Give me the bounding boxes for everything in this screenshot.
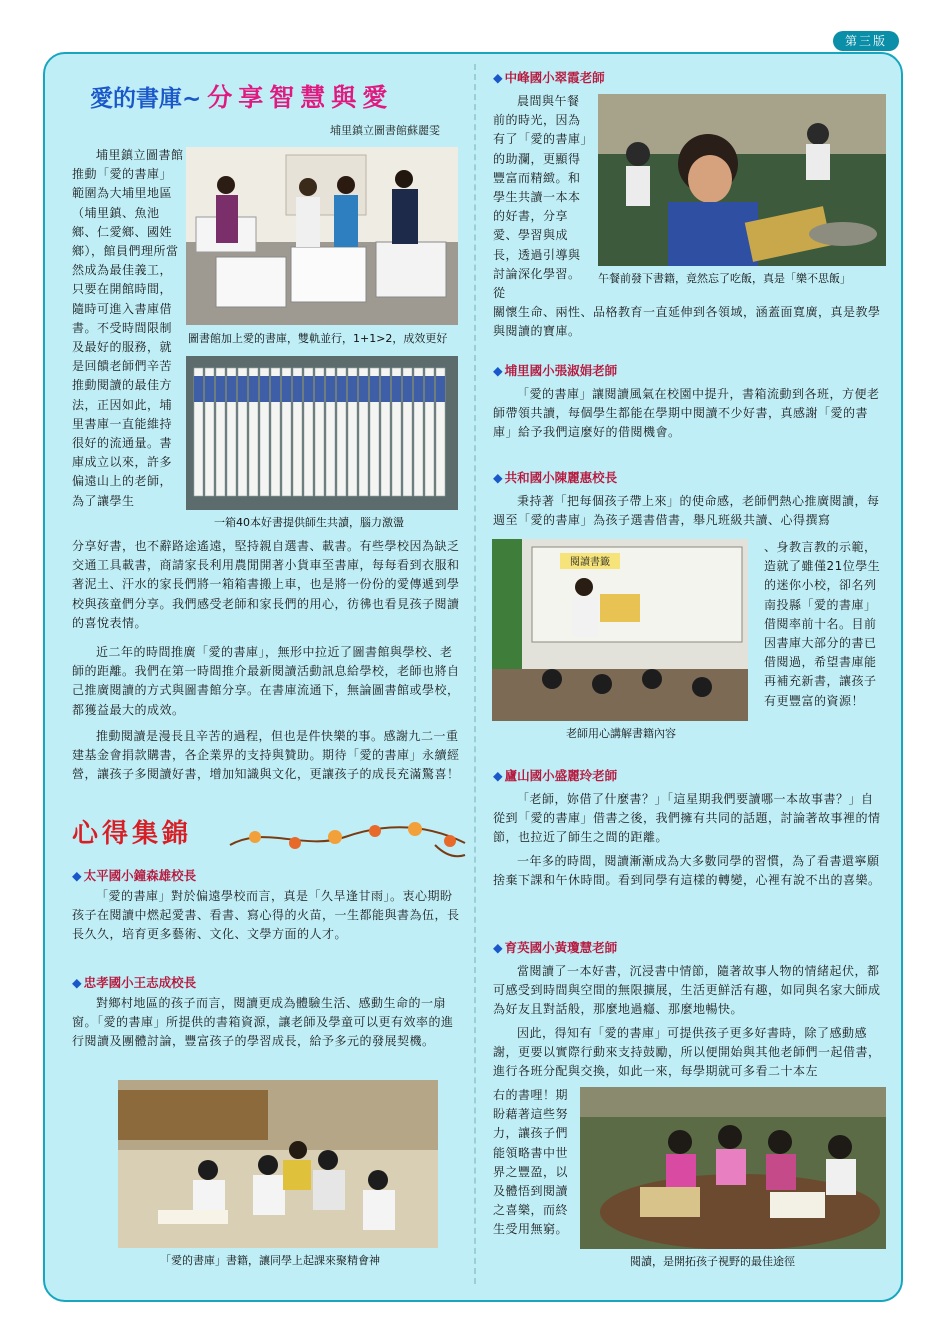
article-paragraph-2: 近二年的時間推廣「愛的書庫」，無形中拉近了圖書館與學校、老師的距離。我們在第一時間推介最新閱讀活動訊息給學校，老師也將自己推廣閱讀的方式與圖書館分享。在書庫流通下，無論圖書館或學校，都獲益最大的成效。 [72, 645, 460, 717]
section-title [493, 68, 605, 86]
diamond-icon: ◆ [493, 470, 503, 485]
photo-children-reading-table [580, 1087, 886, 1249]
section-title-text: 中峰國小翠霞老師 [504, 70, 605, 85]
section-title [493, 361, 617, 379]
photo-children-reading-table-image [580, 1087, 886, 1249]
section-body-wide: 關懷生命、兩性、品格教育一直延伸到各領域，涵蓋面寬廣，真是教學與閱讀的寶庫。 [493, 305, 881, 339]
photo-students-reading-circle-image [118, 1080, 438, 1248]
photo-teacher-explaining-image [492, 539, 748, 721]
photo-caption: 圖書館加上愛的書庫，雙軌並行，1+1>2，成效更好 [188, 332, 448, 345]
diamond-icon: ◆ [493, 363, 503, 378]
floral-ornament-icon [225, 815, 470, 863]
page-number-tag: 第三版 [833, 31, 899, 51]
photo-library-staff [186, 147, 458, 325]
section-title [72, 973, 196, 991]
byline: 埔里鎮立圖書館蘇麗雯 [330, 124, 440, 137]
section-body-narrow: 右的書哩！期盼藉著這些努力，讓孩子們能領略書中世界之豐盈，以及體悟到閱讀之喜樂，而終生受用無窮。 [493, 1088, 569, 1237]
section-title-text: 太平國小鐘森雄校長 [83, 868, 197, 883]
section-title-text: 育英國小黃瓊慧老師 [504, 940, 618, 955]
section-body: 因此，得知有「愛的書庫」可提供孩子更多好書時，除了感動感謝，更要以實際行動來支持鼓勵，所以便開始與其他老師們一起借書，進行各班分配與交換，如此一來，每學期就可多看二十本左 [493, 1026, 881, 1079]
section-body: 「愛的書庫」對於偏遠學校而言，真是「久旱逢甘雨」。衷心期盼孩子在閱讀中燃起愛書、看書、寫心得的火苗，一生都能與書為伍，長長久久，培育更多藝術、文化、文學方面的人才。 [72, 889, 460, 942]
photo-student-reading-lunch [598, 94, 886, 266]
diamond-icon: ◆ [493, 768, 503, 783]
section-title [493, 938, 617, 956]
page-title [90, 78, 393, 114]
board-label: 閱讀書籤 [570, 557, 610, 568]
diamond-icon: ◆ [493, 940, 503, 955]
title-subtitle: 分享智慧與愛 [207, 83, 394, 112]
section-title-text: 埔里國小張淑娟老師 [504, 363, 618, 378]
article-paragraph-3: 推動閱讀是漫長且辛苦的過程，但也是件快樂的事。感謝九二一重建基金會捐款購書，各企業界的支持與贊助。期待「愛的書庫」永續經營，讓孩子多閱讀好書，增加知識與文化，更讓孩子的成長充滿驚喜！ [72, 729, 460, 782]
article-paragraph-1: 分享好書，也不辭路途遙遠，堅持親自選書、載書。有些學校因為缺乏交通工具載書，商請家長利用農閒開著小貨車至書庫，每每看到衣服和著泥土、汗水的家長們將一箱箱書搬上車，也是將一份份的愛傳遞到學校與孩童們分享。我們感受老師和家長們的用心，彷彿也看見孩子閱讀的喜悅表情。 [72, 539, 460, 630]
section-title [493, 468, 617, 486]
photo-books-row [186, 356, 458, 510]
photo-caption: 午餐前發下書籍，竟然忘了吃飯，真是「樂不思飯」 [598, 272, 851, 285]
photo-library-staff-image [186, 147, 458, 325]
photo-teacher-explaining [492, 539, 748, 721]
section-body-narrow: 晨間與午餐前的時光，因為有了「愛的書庫」的助瀾，更顯得豐富而精緻。和學生共讀一本本的好書，分享愛、學習與成長，透過引導與討論深化學習。從 [493, 94, 588, 301]
column-divider [474, 64, 476, 1284]
photo-books-row-image [186, 356, 458, 510]
photo-caption: 閱讀，是開拓孩子視野的最佳途徑 [630, 1255, 795, 1268]
diamond-icon: ◆ [72, 975, 82, 990]
section-title-text: 廬山國小盛麗玲老師 [504, 768, 618, 783]
section-body-narrow: 、身教言教的示範，造就了雖僅21位學生的迷你小校，卻名列南投縣「愛的書庫」借閱率前十名。目前因書庫大部分的書已借閱過，希望書庫能再補充新書，讓孩子有更豐富的資源！ [764, 540, 881, 708]
section-body: 一年多的時間，閱讀漸漸成為大多數同學的習慣，為了看書還寧願捨棄下課和午休時間。看到同學有這樣的轉變，心裡有說不出的喜樂。 [493, 854, 881, 888]
section-title-text: 共和國小陳麗惠校長 [504, 470, 618, 485]
photo-caption: 「愛的書庫」書籍，讓同學上起課來聚精會神 [160, 1254, 380, 1267]
section-body: 「老師，妳借了什麼書？」「這星期我們要讀哪一本故事書？」自從到「愛的書庫」借書之後，我們擁有共同的話題，討論著故事裡的情節，也拉近了師生之間的距離。 [493, 792, 881, 845]
diamond-icon: ◆ [72, 868, 82, 883]
section-title [493, 766, 617, 784]
section-body: 秉持著「把每個孩子帶上來」的使命感，老師們熱心推廣閱讀，每週至「愛的書庫」為孩子選書借書，舉凡班級共讀、心得撰寫 [493, 494, 880, 528]
section-body: 當閱讀了一本好書，沉浸書中情節，隨著故事人物的情緒起伏，都可感受到時間與空間的無限擴展，生活更鮮活有趣，如同與名家大師成為好友且對話般，那麼地過癮、那麼地暢快。 [493, 964, 881, 1017]
section-title-text: 忠孝國小王志成校長 [83, 975, 197, 990]
section-body: 「愛的書庫」讓閱讀風氣在校園中提升，書箱流動到各班，方便老師帶領共讀，每個學生都能在學期中閱讀不少好書，真感謝「愛的書庫」給予我們這麼好的借閱機會。 [493, 387, 880, 440]
photo-caption: 一箱40本好書提供師生共讀，腦力激盪 [214, 516, 404, 529]
section-body: 對鄉村地區的孩子而言，閱讀更成為體驗生活、感動生命的一扇窗。「愛的書庫」所提供的書箱資源，讓老師及學童可以更有效率的進行閱讀及團體討論，豐富孩子的學習成長，給予多元的發展契機。 [72, 996, 454, 1049]
diamond-icon: ◆ [493, 70, 503, 85]
title-main: 愛的書庫~ [90, 86, 202, 112]
photo-students-reading-circle [118, 1080, 438, 1248]
photo-student-reading-lunch-image [598, 94, 886, 266]
section-title [72, 866, 196, 884]
section-heading-collection: 心得集錦 [72, 819, 193, 849]
photo-caption: 老師用心講解書籍內容 [566, 727, 676, 740]
article-intro-narrow: 埔里鎮立圖書館推動「愛的書庫」範圍為大埔里地區（埔里鎮、魚池鄉、仁愛鄉、國姓鄉），館員們理所當然成為最佳義工，只要在開館時間，隨時可進入書庫借書。不受時間限制及最好的服務，就是回饋老師們辛苦推動閱讀的最佳方法，正因如此，埔里書庫一直能維持很好的流通量。書庫成立以來，許多偏遠山上的老師，為了讓學生 [72, 148, 184, 508]
